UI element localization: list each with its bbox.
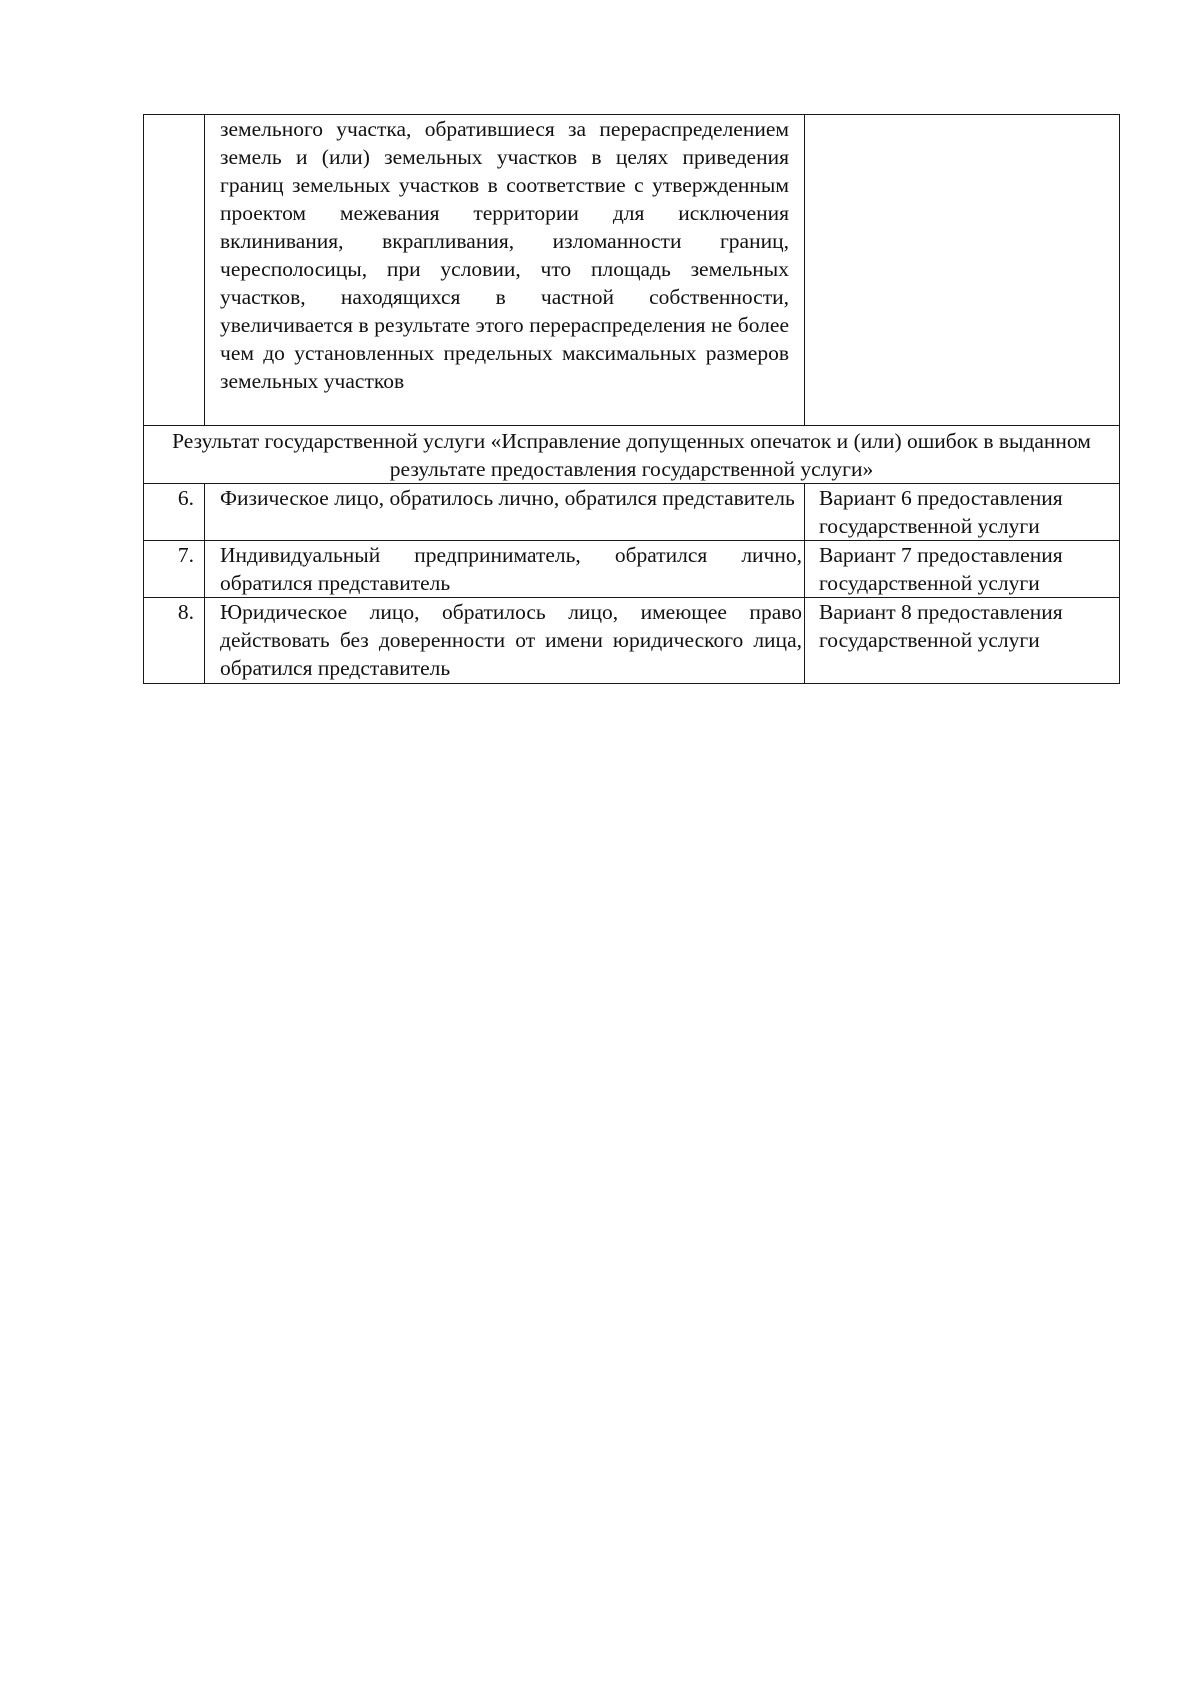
section-header-cell: Результат государственной услуги «Исправление допущенных опечаток и (или) ошибок в выданном результате предоставления государственной услуги» xyxy=(144,426,1120,484)
row-description-cell xyxy=(205,484,805,541)
row-description-cell xyxy=(205,598,805,684)
row-number-cell: 6. xyxy=(144,484,205,541)
row-variant-cell xyxy=(805,115,1120,426)
row-description-cell xyxy=(205,541,805,598)
table-row xyxy=(144,541,1120,598)
table-row xyxy=(144,484,1120,541)
row-description-text: Юридическое лицо, обратилось лицо, имеющее право действовать без доверенности от имени юридического лица, обратился представитель xyxy=(220,600,802,680)
table-section-header-row xyxy=(144,426,1120,484)
row-variant-cell: Вариант 8 предоставления государственной услуги xyxy=(805,598,1120,684)
row-description-text: Индивидуальный предприниматель, обратился лично, обратился представитель xyxy=(220,543,802,595)
table-row-continuation xyxy=(144,115,1120,426)
row-number-cell: 7. xyxy=(144,541,205,598)
row-description-cell xyxy=(205,115,805,426)
table-row xyxy=(144,598,1120,684)
row-variant-cell: Вариант 7 предоставления государственной услуги xyxy=(805,541,1120,598)
row-description-text: земельного участка, обратившиеся за перераспределением земель и (или) земельных участков в целях приведения границ земельных участков в соответствие с утвержденным проектом межевания территории для исключения вклинивания, вкрапливания, изломанности границ, чересполосицы, при условии, что площадь земельных участков, находящихся в частной собственности, увеличивается в результате этого перераспределения не более чем до установленных предельных максимальных размеров земельных участков xyxy=(220,117,789,393)
row-variant-cell: Вариант 6 предоставления государственной услуги xyxy=(805,484,1120,541)
row-number-cell: 8. xyxy=(144,598,205,684)
variants-table xyxy=(143,114,1120,684)
row-description-text: Физическое лицо, обратилось лично, обратился представитель xyxy=(220,486,795,510)
row-number-cell xyxy=(144,115,205,426)
